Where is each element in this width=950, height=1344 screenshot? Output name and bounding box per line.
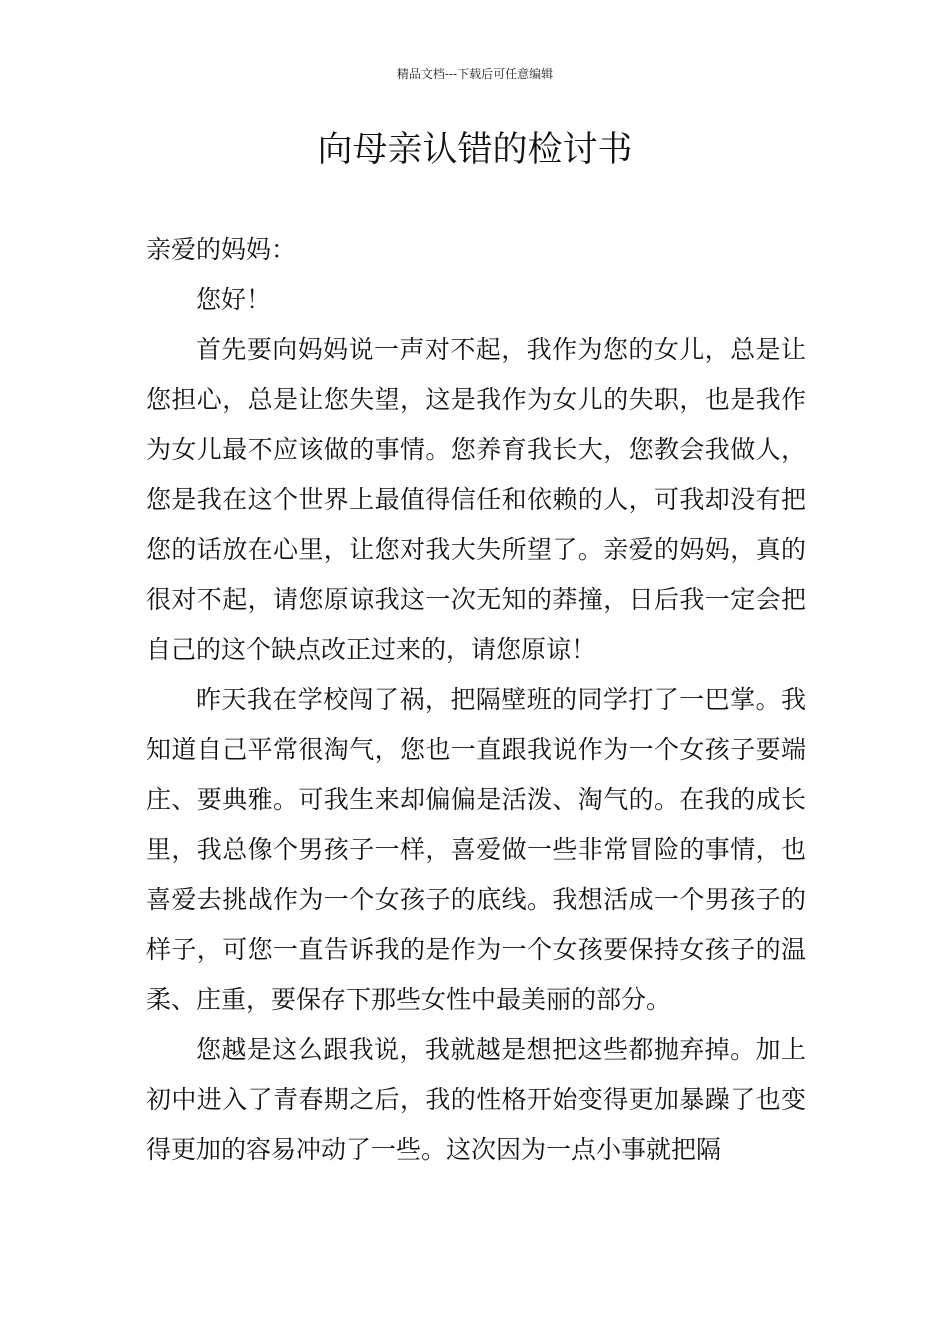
salutation: 亲爱的妈妈： — [146, 235, 297, 264]
paragraph: 您越是这么跟我说，我就越是想把这些都抛弃掉。加上初中进入了青春期之后，我的性格开始变得更加暴躁了也变得更加的容易冲动了一些。这次因为一点小事就把隔 — [146, 1035, 806, 1164]
letter-body — [146, 225, 806, 1175]
paragraph: 首先要向妈妈说一声对不起，我作为您的女儿，总是让您担心，总是让您失望，这是我作为女儿的失职，也是我作为女儿最不应该做的事情。您养育我长大，您教会我做人，您是我在这个世界上最值得信任和依赖的人，可我却没有把您的话放在心里，让您对我大失所望了。亲爱的妈妈，真的很对不起，请您原谅我这一次无知的莽撞，日后我一定会把自己的这个缺点改正过来的，请您原谅！ — [146, 335, 806, 664]
greeting: 您好！ — [196, 285, 272, 314]
header-note: 精品文档---下载后可任意编辑 — [396, 67, 554, 81]
paragraph: 昨天我在学校闯了祸，把隔壁班的同学打了一巴掌。我知道自己平常很淘气，您也一直跟我说作为一个女孩子要端庄、要典雅。可我生来却偏偏是活泼、淘气的。在我的成长里，我总像个男孩子一样，喜爱做一些非常冒险的事情，也喜爱去挑战作为一个女孩子的底线。我想活成一个男孩子的样子，可您一直告诉我的是作为一个女孩要保持女孩子的温柔、庄重，要保存下那些女性中最美丽的部分。 — [146, 685, 806, 1014]
document-title: 向母亲认错的检讨书 — [317, 130, 633, 170]
